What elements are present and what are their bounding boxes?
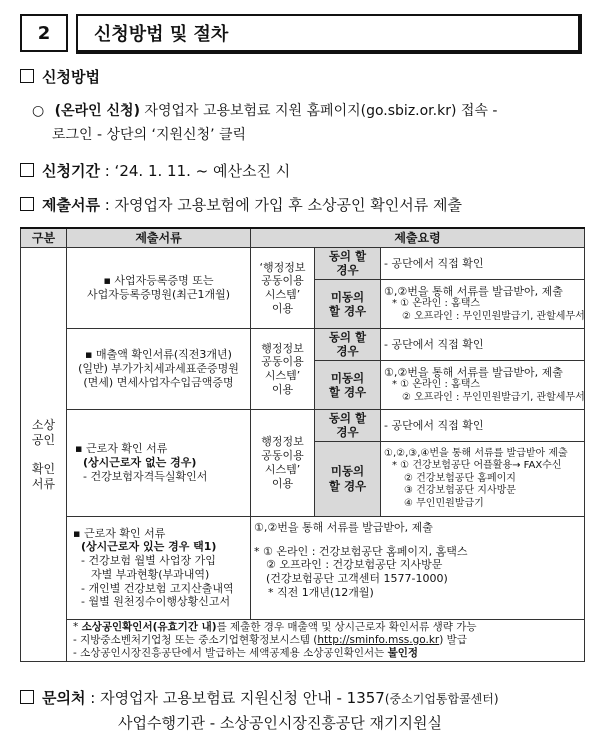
- documents-label: 제출서류: [42, 196, 100, 214]
- note-bold: 소상공인확인서(유효기간 내): [81, 620, 217, 633]
- doc-cell: [67, 329, 251, 410]
- checkbox-square-icon: [20, 690, 34, 704]
- note-text: *: [73, 620, 82, 633]
- agree-line: 동의 할: [328, 411, 367, 425]
- doc-line: - 월별 원천징수이행상황신고서: [81, 595, 231, 609]
- sminfo-link[interactable]: http://sminfo.mss.go.kr: [317, 633, 440, 646]
- documents-table: [20, 227, 585, 662]
- doc-line: - 건강보험자격득실확인서: [83, 469, 208, 483]
- system-line: 공동이용: [261, 449, 304, 463]
- agree-line: 경우: [336, 425, 359, 440]
- method-heading-row: [20, 66, 100, 87]
- disagree-label: [315, 279, 381, 328]
- category-line: 확인: [31, 461, 56, 476]
- req-line: * ① 온라인 : 건강보험공단 홈페이지, 홈택스: [254, 544, 468, 558]
- method-line-1: [32, 100, 497, 120]
- period-value: : ‘24. 1. 11. ~ 예산소진 시: [99, 162, 291, 180]
- online-label: (온라인 신청): [54, 103, 140, 119]
- doc-line: (상시근로자 없는 경우): [83, 456, 197, 469]
- note-line: [73, 647, 581, 660]
- system-line: 행정정보: [261, 341, 304, 355]
- disagree-line: ③ 건강보험공단 지사방문: [404, 485, 516, 496]
- disagree-label: [315, 360, 381, 409]
- req-line: (건강보험공단 고객센터 1577-1000): [266, 572, 448, 585]
- disagree-line: 할 경우: [328, 384, 367, 399]
- system-line: ‘행정정보: [259, 260, 306, 274]
- agree-text: - 공단에서 직접 확인: [381, 329, 585, 361]
- contact-line-2: 사업수행기관 - 소상공인시장진흥공단 재기지원실: [118, 714, 443, 732]
- note-text: - 소상공인시장진흥공단에서 발급하는 세액공제용 소상공인확인서는: [73, 647, 388, 659]
- system-line: 이용: [271, 382, 294, 396]
- req-cell: [251, 516, 585, 619]
- disagree-text: [381, 441, 585, 516]
- doc-line: - 건강보험 월별 사업장 가입: [81, 554, 216, 567]
- disagree-label: [315, 441, 381, 516]
- table-row: [21, 329, 585, 361]
- table-row: [21, 410, 585, 442]
- req-line: ② 오프라인 : 건강보험공단 지사방문: [266, 558, 443, 572]
- system-line: 공동이용: [261, 355, 304, 369]
- method-heading: 신청방법: [42, 68, 100, 86]
- doc-line: ▪ 근로자 확인 서류: [73, 526, 166, 540]
- note-text: - 지방중소벤처기업청 또는 중소기업현황정보시스템 (: [73, 633, 318, 646]
- req-spacer: [254, 535, 581, 545]
- table-row: [21, 248, 585, 280]
- system-line: 공동이용: [261, 274, 304, 288]
- disagree-text: [381, 279, 585, 328]
- checkbox-square-icon: [20, 163, 34, 177]
- note-line: [73, 621, 581, 634]
- doc-line: - 개인별 건강보험 고지산출내역: [81, 581, 234, 595]
- agree-label: [315, 410, 381, 442]
- system-line: 이용: [271, 301, 294, 315]
- section-header: [20, 14, 582, 52]
- documents-row: [20, 194, 462, 215]
- system-cell: [251, 410, 315, 517]
- doc-line: 자별 부과현황(부과내역): [91, 567, 210, 581]
- agree-text: - 공단에서 직접 확인: [381, 248, 585, 280]
- disagree-line: 미동의: [330, 464, 365, 479]
- doc-line: ▪ 사업자등록증명 또는: [103, 274, 214, 288]
- disagree-line: ④ 무인민원발급기: [404, 497, 484, 509]
- contact-row: [20, 687, 499, 708]
- agree-line: 동의 할: [328, 249, 367, 263]
- note-bold: 불인정: [387, 647, 419, 659]
- table-row: [21, 619, 585, 661]
- doc-line: ▪ 근로자 확인 서류: [75, 442, 168, 456]
- contact-line-1-small: (중소기업통합콜센터): [384, 692, 499, 706]
- disagree-line: 미동의: [330, 370, 365, 385]
- category-cell: [21, 248, 67, 662]
- doc-line: (면세) 면세사업자수입금액증명: [83, 375, 234, 389]
- system-line: 이용: [271, 476, 294, 490]
- category-spacer: [24, 448, 63, 462]
- disagree-line: ② 건강보험공단 홈페이지: [404, 472, 516, 484]
- note-line: [73, 634, 581, 647]
- disagree-line: 할 경우: [328, 478, 367, 493]
- agree-text: - 공단에서 직접 확인: [381, 410, 585, 442]
- category-line: 소상: [31, 417, 56, 432]
- checkbox-square-icon: [20, 197, 34, 211]
- doc-line: 사업자등록증명원(최근1개월): [86, 288, 231, 301]
- system-cell: [251, 248, 315, 329]
- doc-line: (상시근로자 있는 경우 택1): [81, 540, 217, 554]
- doc-cell: [67, 410, 251, 517]
- disagree-text: [381, 360, 585, 409]
- method-line-2: 로그인 - 상단의 ‘지원신청’ 클릭: [52, 127, 247, 143]
- method-text-1: 자영업자 고용보험료 지원 홈페이지(go.sbiz.or.kr) 접속 -: [139, 103, 498, 119]
- agree-line: 경우: [336, 344, 359, 359]
- checkbox-square-icon: [20, 69, 34, 83]
- period-label: 신청기간: [42, 162, 100, 180]
- disagree-line: ①,②번을 통해 서류를 발급받아, 제출: [384, 284, 563, 298]
- section-number: 2: [20, 14, 68, 52]
- notes-cell: [67, 619, 585, 661]
- doc-cell: [67, 248, 251, 329]
- section-title: 신청방법 및 절차: [76, 14, 582, 54]
- circle-bullet-icon: ○: [32, 103, 45, 119]
- disagree-line: 미동의: [330, 289, 365, 304]
- header-category: 구분: [21, 228, 67, 248]
- table-header-row: [21, 228, 585, 248]
- agree-label: [315, 248, 381, 280]
- doc-cell: [67, 516, 251, 619]
- note-text: ) 발급: [439, 633, 467, 646]
- header-requirements: 제출요령: [251, 228, 585, 248]
- table-row: [21, 516, 585, 619]
- disagree-line: ①,②번을 통해 서류를 발급받아, 제출: [384, 365, 563, 379]
- system-line: 시스템’: [264, 288, 301, 301]
- disagree-line: 할 경우: [328, 303, 367, 318]
- contact-line-1: : 자영업자 고용보험료 지원신청 안내 - 1357: [85, 689, 385, 707]
- disagree-line: ①,②,③,④번을 통해 서류를 발급받아 제출: [384, 447, 568, 459]
- documents-value: : 자영업자 고용보험에 가입 후 소상공인 확인서류 제출: [99, 196, 462, 214]
- req-line: * 직전 1개년(12개월): [268, 585, 374, 599]
- category-line: 공인: [31, 432, 56, 447]
- contact-label: 문의처: [42, 689, 86, 707]
- agree-line: 경우: [336, 263, 359, 278]
- doc-line: (일반) 부가가치세과세표준증명원: [78, 362, 239, 376]
- agree-line: 동의 할: [328, 330, 367, 344]
- disagree-line: * ① 온라인 : 홈택스: [392, 379, 481, 391]
- header-docs: 제출서류: [67, 228, 251, 248]
- note-text: 를 제출한 경우 매출액 및 상시근로자 확인서류 생략 가능: [216, 620, 477, 633]
- disagree-line: ② 오프라인 : 무인민원발급기, 관할세무서: [402, 391, 585, 403]
- req-line: ①,②번을 통해 서류를 발급받아, 제출: [254, 520, 433, 534]
- system-line: 행정정보: [261, 435, 304, 449]
- system-cell: [251, 329, 315, 410]
- category-line: 서류: [31, 476, 56, 491]
- agree-label: [315, 329, 381, 361]
- disagree-line: * ① 건강보험공단 어플활용→ FAX수신: [392, 460, 562, 471]
- system-line: 시스템’: [264, 369, 301, 382]
- disagree-line: ② 오프라인 : 무인민원발급기, 관할세무서: [402, 310, 585, 322]
- disagree-line: * ① 온라인 : 홈택스: [392, 298, 481, 310]
- system-line: 시스템’: [264, 462, 301, 476]
- doc-line: ▪ 매출액 확인서류(직전3개년): [85, 348, 232, 362]
- period-row: [20, 160, 290, 181]
